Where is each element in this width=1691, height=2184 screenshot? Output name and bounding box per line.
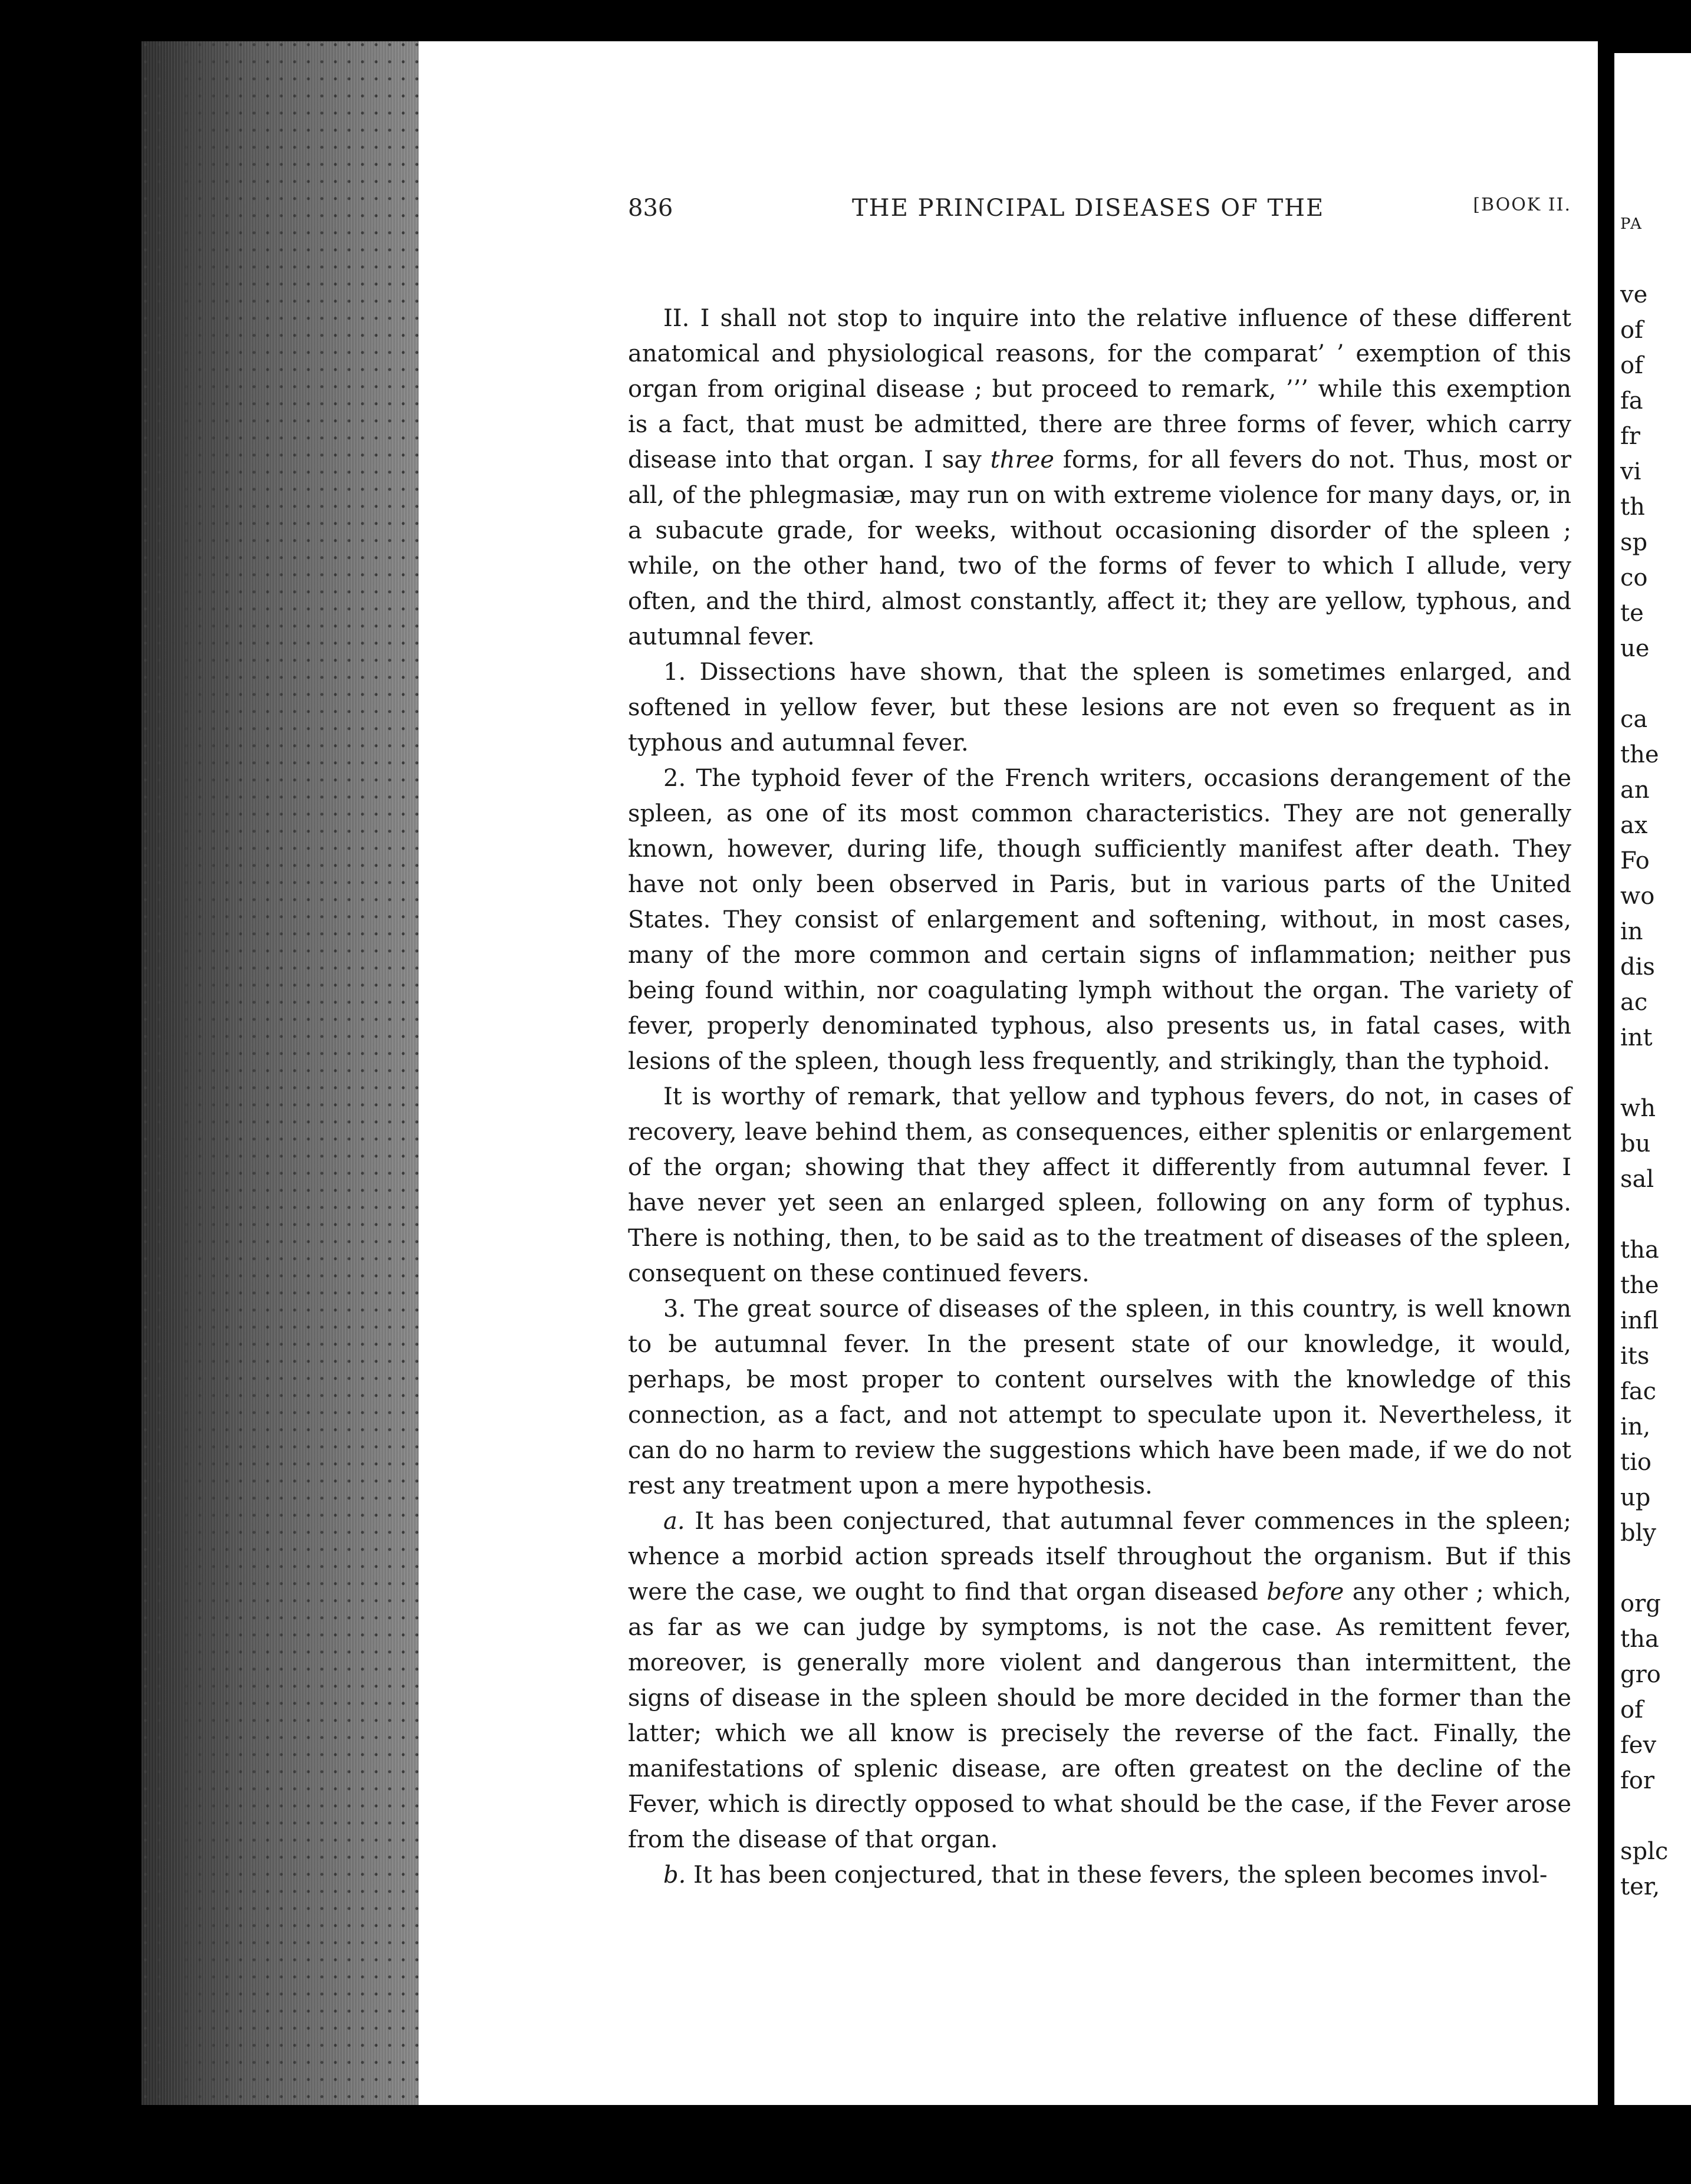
adjacent-line: th [1620,494,1645,521]
paragraph-text: It has been conjectured, that autumnal fever commences in the spleen; whence a morbid action spreads itself throughout the organism. But if this were the case, we ought to find that organ diseased [628,1508,1571,1606]
adjacent-line: Fo [1620,847,1650,874]
adjacent-line: ac [1620,989,1648,1016]
line-gap [1620,1798,1668,1834]
book-page-edge [142,41,419,2105]
line-gap [1620,1551,1668,1586]
book-page [419,41,1598,2105]
italic-text: before [1266,1578,1344,1606]
adjacent-line: ca [1620,706,1648,733]
line-gap [1620,1197,1668,1232]
adjacent-line: fev [1620,1732,1657,1759]
adjacent-line: an [1620,777,1650,804]
adjacent-line: the [1620,1272,1659,1299]
adjacent-line: its [1620,1343,1650,1370]
adjacent-line: in, [1620,1413,1651,1440]
paragraph-text: 2. The typhoid fever of the French writers, occasions derangement of the spleen, as one of its most common characteristics. They are not generally known, however, during life, though sufficiently manifest after death. They have not only been observed in Paris, but in various parts of the United States. They consist of enlargement and softening, without, in most cases, many of the more common and certain signs of inflammation; neither pus being found within, nor coagulating lymph without the organ. The variety of fever, properly denominated typhous, also presents us, in fatal cases, with lesions of the spleen, though less frequently, and strikingly, than the typhoid. [628,765,1571,1075]
adjacent-line: of [1620,1696,1643,1723]
italic-text: a. [663,1508,685,1535]
adjacent-page-text [1620,206,1668,1905]
adjacent-line: te [1620,600,1644,627]
adjacent-line: wh [1620,1095,1656,1122]
paragraph-text: forms, for all fevers do not. Thus, most or all, of the phlegmasiæ, may run on with extreme violence for many days, or, in a subacute grade, for weeks, without occasioning disorder of the spleen ; while, on the other hand, two of the forms of fever to which I allude, very often, and the third, almost constantly, affect it; they are yellow, typhous, and autumnal fever. [628,446,1572,650]
adjacent-line: the [1620,741,1659,768]
paragraph [628,1857,1571,1893]
adjacent-line: tha [1620,1626,1659,1653]
adjacent-line: fa [1620,387,1643,415]
adjacent-line: of [1620,352,1643,379]
paragraph [628,301,1571,654]
adjacent-running-head: PA [1620,215,1643,233]
adjacent-line: vi [1620,458,1641,485]
italic-text: three [990,446,1054,473]
adjacent-line: bly [1620,1519,1656,1547]
running-head [628,195,1571,248]
adjacent-line: for [1620,1767,1655,1794]
adjacent-line: gro [1620,1661,1661,1688]
body-text [628,301,1571,1893]
adjacent-line: co [1620,564,1648,591]
adjacent-line: sp [1620,529,1648,556]
running-title: THE PRINCIPAL DISEASES OF THE [852,195,1325,222]
adjacent-line: dis [1620,953,1655,981]
adjacent-line: ter, [1620,1873,1660,1900]
paragraph-text: It is worthy of remark, that yellow and typhous fevers, do not, in cases of recovery, leave behind them, as consequences, either splenitis or enlargement of the organ; showing that they affect it differently from autumnal fever. I have never yet seen an enlarged spleen, following on any form of typhus. There is nothing, then, to be said as to the treatment of diseases of the spleen, consequent on these continued fevers. [628,1083,1571,1287]
paragraph [628,1079,1571,1291]
paragraph-text: 1. Dissections have shown, that the spleen is sometimes enlarged, and softened in yellow fever, but these lesions are not even so frequent as in typhous and autumnal fever. [628,659,1571,756]
adjacent-line: in [1620,918,1643,945]
adjacent-line: tha [1620,1236,1659,1264]
adjacent-line: wo [1620,883,1655,910]
italic-text: b. [663,1861,686,1889]
adjacent-line: fr [1620,423,1640,450]
adjacent-line: fac [1620,1378,1657,1405]
paragraph [628,1504,1571,1857]
paragraph-text: II. I shall not stop to inquire into the relative influence of these different anatomical and physiological reasons, for the comparat’ ’ exemption of this organ from original disease ; but proceed to remark, ’’’ while this exemption is a fact, that must be admitted, there are three forms of fever, which carry disease into that organ. I say [628,305,1571,473]
paragraph-text: It has been conjectured, that in these fevers, the spleen becomes invol- [686,1861,1548,1889]
paragraph [628,654,1571,761]
line-gap [1620,666,1668,702]
adjacent-line: bu [1620,1130,1651,1157]
adjacent-line: splc [1620,1838,1669,1865]
adjacent-line: sal [1620,1166,1654,1193]
adjacent-line: ue [1620,635,1650,662]
paragraph-text: 3. The great source of diseases of the spleen, in this country, is well known to be autumnal fever. In the present state of our knowledge, it would, perhaps, be most proper to content ourselves with the knowledge of this connection, as a fact, and not attempt to speculate upon it. Nevertheless, it can do no harm to review the suggestions which have been made, if we do not rest any treatment upon a mere hypothesis. [628,1295,1571,1499]
line-gap [1620,1055,1668,1091]
adjacent-line: ax [1620,812,1648,839]
page-number: 836 [628,195,673,222]
adjacent-line: infl [1620,1307,1659,1334]
paragraph [628,1291,1571,1504]
adjacent-line: ve [1620,281,1648,308]
adjacent-page-fragment [1614,53,1691,2105]
adjacent-line: org [1620,1590,1661,1617]
adjacent-line: tio [1620,1449,1651,1476]
paragraph-text: any other ; which, as far as we can judge by symptoms, is not the case. As remittent fever, moreover, is generally more violent and dangerous than intermittent, the signs of disease in the spleen should be more decided in the former than the latter; which we all know is precisely the reverse of the fact. Finally, the manifestations of splenic disease, are often greatest on the decline of the Fever, which is directly opposed to what should be the case, if the Fever arose from the disease of that organ. [628,1578,1571,1853]
paragraph [628,761,1571,1079]
book-label: [BOOK II. [1473,195,1571,215]
adjacent-line: int [1620,1024,1653,1051]
adjacent-line: of [1620,317,1643,344]
adjacent-line: up [1620,1484,1651,1511]
